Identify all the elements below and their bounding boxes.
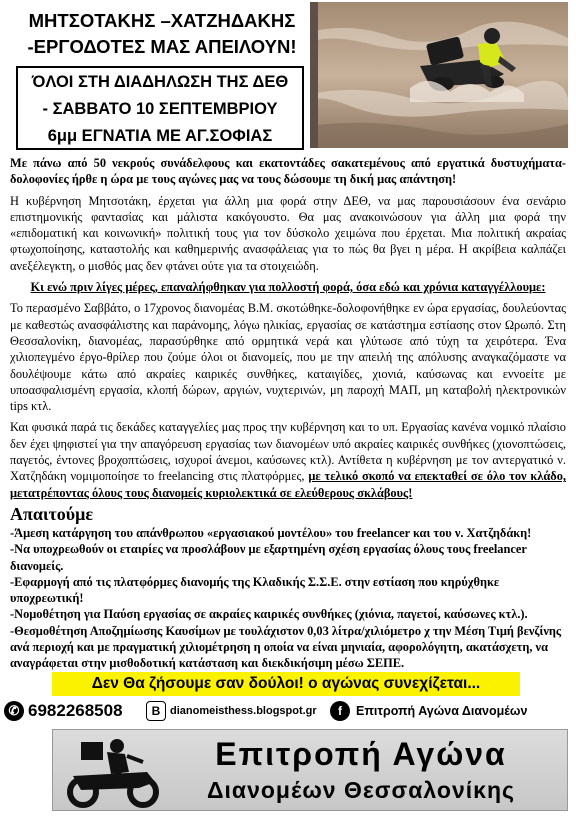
footer-banner [52,729,568,811]
flood-courier-photo [310,2,568,148]
phone-icon: ✆ [4,701,24,721]
headline-line-2: -ΕΡΓΟΔΟΤΕΣ ΜΑΣ ΑΠΕΙΛΟΥΝ! [27,36,297,57]
facebook-page[interactable]: Επιτροπή Αγώνα Διανομέων [356,704,528,718]
facebook-icon: f [330,701,350,721]
footer-title: Επιτροπή Αγώνα [215,736,507,772]
demand-item: -Εφαρμογή από τις πλατφόρμες διανομής της Κλαδικής Σ.Σ.Ε. στην εστίαση που κηρύχθηκε υποχρεωτική! [10,574,500,606]
call-line-3: 6μμ ΕΓΝΑΤΙΑ ΜΕ ΑΓ.ΣΟΦΙΑΣ [47,127,273,145]
slogan-banner: Δεν Θα ζήσουμε σαν δούλοι! ο αγώνας συνεχίζεται... [52,672,520,696]
demand-item: -Νομοθέτηση για Παύση εργασίας σε ακραίες καιρικές συνθήκες (χιόνια, παγετοί, καύσωνες κτλ.). [10,607,528,622]
blogger-icon: B [146,701,166,721]
contact-bar [0,699,576,725]
header [0,0,576,152]
paragraph-incidents: Το περασμένο Σαββάτο, ο 17χρονος διανομέας Β.Μ. σκοτώθηκε-δολοφονήθηκε εν ώρα εργασίας, δουλεύοντας με καθεστώς ανασφάλιστης και παράνομης, λόγω ηλικίας, εργασίας σε κατάστημα εστίασης στον Ωρωπό. Στη Θεσσαλονίκη, διανομέας, παρασύρθηκε από ορμητικά νερά και γλύτωσε από τύχη τα χειρότερα. Ένα χιλιοπεγμένο έργο-θρίλερ που ζούμε όλοι οι διανομείς, που με την απειλή της απόλυσης αναγκαζόμαστε να δουλέψουμε κάτω από ακραίες καιρικές συνθήκες, καταιγίδες, χιονιά, καύσωνας και εννοείτε με υποασφαλισμένη εργασία, κλοπή δώρων, αργιών, νυχτερινών, μη παροχή ΜΑΠ, μη καταβολή ηλεκτρονικών tips κτλ. [10,301,566,414]
blog-link[interactable]: dianomeisthess.blogspot.gr [170,705,317,717]
headline-line-1: ΜΗΤΣΟΤΑΚΗΣ –ΧΑΤΖΗΔΑΚΗΣ [28,10,296,31]
flood-courier-illustration [310,2,568,148]
paragraph-legislation-emphasis: με τελικό σκοπό να επεκταθεί σε όλο τον κλάδο, μετατρέποντας όλους τους διανομείς κυριολεκτικά σε ελεύθερους σκλάβους! [10,469,567,500]
phone-number[interactable]: 6982268508 [28,701,123,720]
demands-heading: Απαιτούμε [10,503,94,524]
demand-item: -Άμεση κατάργηση του απάνθρωπου «εργασιακού μοντέλου» του freelancer και του ν. Χατζηδάκη! [10,525,532,540]
headline [22,8,302,60]
paragraph-legislation [10,419,566,500]
subheading: Κι ενώ πριν λίγες μέρες, επαναλήφθηκαν για πολλοστή φορά, όσα εδώ και χρόνια καταγγέλλουμε: [30,280,546,295]
paragraph-government: Η κυβέρνηση Μητσοτάκη, έρχεται για άλλη μια φορά στην ΔΕΘ, να μας παρουσιάσουν ένα σενάριο επιστημονικής φαντασίας και μάλιστα κακόγουστο. Θα μας ανακοινώσουν για άλλη μια φορά την «επιδοματική και κοινωνική» πολιτική τους για τον δύσκολο χειμώνα που έρχεται. Μια πολιτική ακραίας φτωχοποίησης, καταστολής και καθημερινής ανασφάλειας για το πώς θα βγει η μέρα. Η ακρίβεια καλπάζει ανεξέλεγκτη, ο μισθός μας δεν φτάνει ούτε για τα στοιχειώδη. [10,193,566,273]
demand-item: -Θεσμοθέτηση Αποζημίωσης Καυσίμων με τουλάχιστον 0,03 λίτρα/χιλιόμετρο χ την Μέση Τιμή βενζίνης ανά περιοχή και με πραγματική χιλιομέτρηση η οποία να είναι μηνιαία, αφορολόγητη, ακατάσχετη, να αναγράφεται στην μισθοδοτική κατάσταση και διεκδικήσιμη μέσω ΣΕΠΕ. [10,623,562,671]
call-line-1: ΌΛΟΙ ΣΤΗ ΔΙΑΔΗΛΩΣΗ ΤΗΣ ΔΕΘ [31,73,289,91]
paragraph-legislation-text: Και φυσικά παρά τις δεκάδες καταγγελίες μας προς την κυβέρνηση και το υπ. Εργασίας κανένα νομικό πλαίσιο δεν έχει ψηφιστεί για την απαγόρευση εργασίας των διανομέων υπό ακραίες καιρικές συνθήκες (χιονοπτώσεις, παγετός, έντονες βροχοπτώσεις, ισχυροί άνεμοι, καύσωνες κτλ). Αντίθετα η κυβέρνηση με τον αντεργατικό ν. Χατζηδάκη νομιμοποίησε το freelancing στις πλατφόρμες, [10,420,566,484]
motorcycle-courier-icon [51,732,169,810]
call-line-2: - ΣΑΒΒΑΤΟ 10 ΣΕΠΤΕΜΒΡΙΟΥ [42,100,278,118]
intro-paragraph: Με πάνω από 50 νεκρούς συνάδελφους και εκατοντάδες σακατεμένους από εργατικά δυστυχήματα-δολοφονίες ήρθε η ώρα με τους αγώνες μας να τους δώσουμε τη δική μας απάντηση! [10,156,566,187]
demonstration-call-box [16,66,304,150]
footer-subtitle: Διανομέων Θεσσαλονίκης [207,777,515,803]
demand-item: -Να υποχρεωθούν οι εταιρίες να προσλάβουν με εξαρτημένη σχέση εργασίας όλους τους freelancer διανομείς. [10,542,527,573]
leaflet-body [10,155,566,672]
